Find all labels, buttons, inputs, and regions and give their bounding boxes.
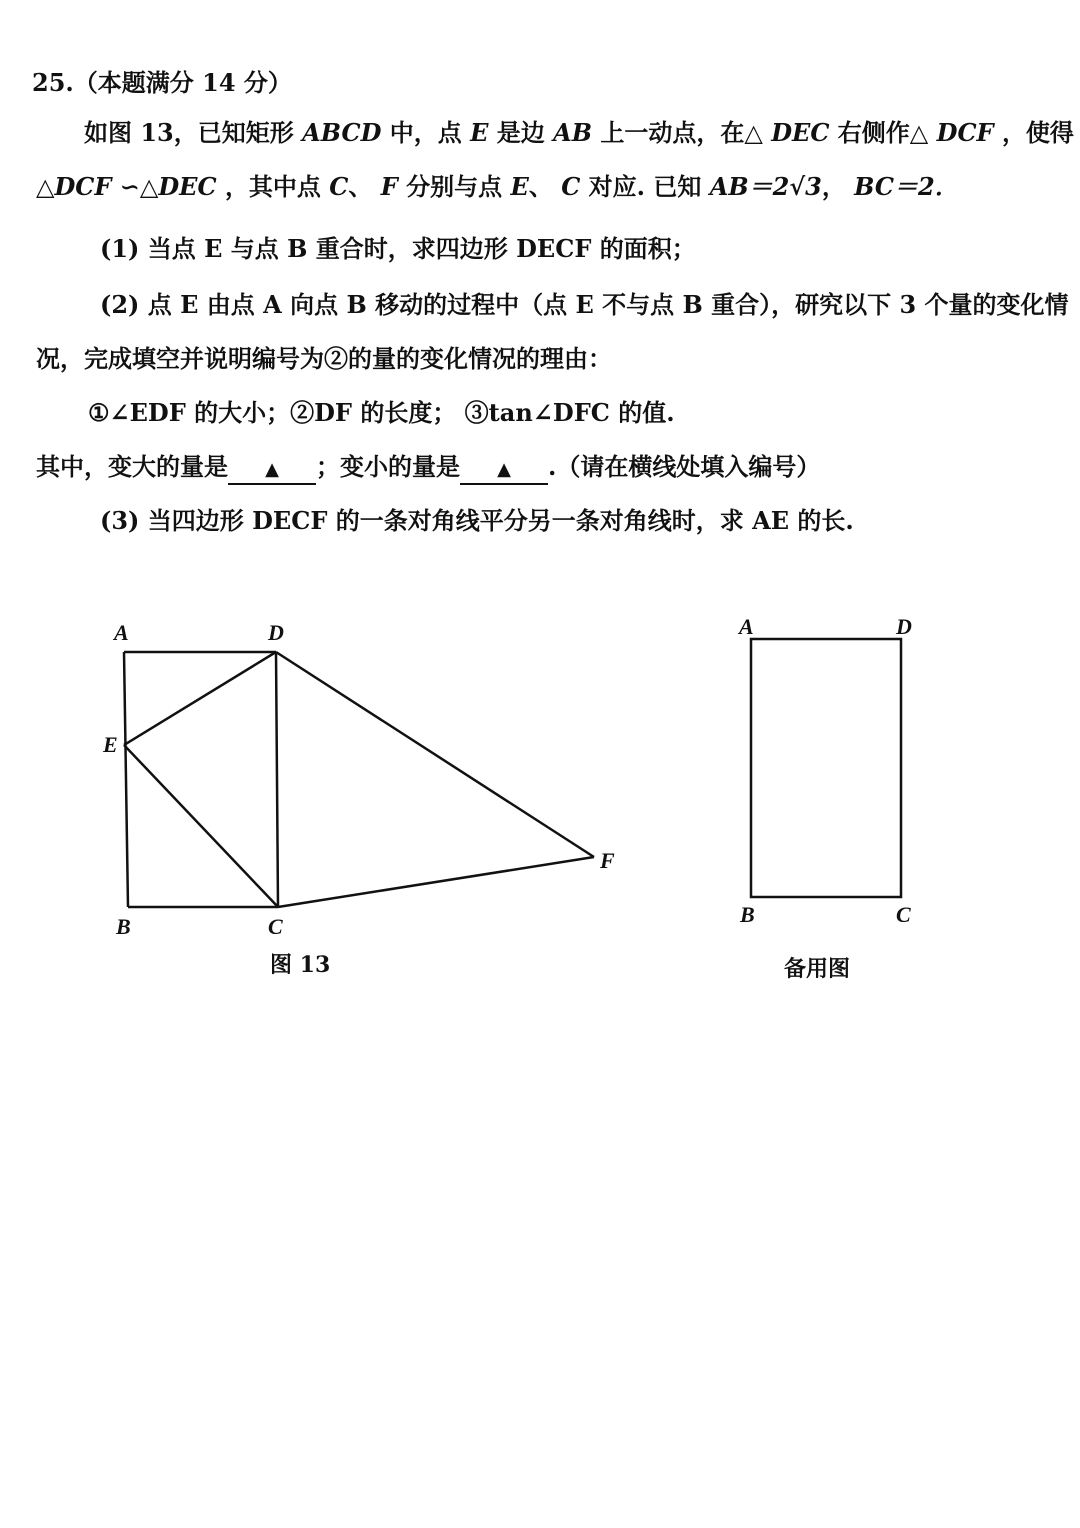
similar-symbol: ∽△ (119, 172, 159, 201)
rectangle-ABCD (751, 639, 901, 897)
math-seg: AB (553, 118, 593, 147)
text: ；变小的量是 (316, 452, 460, 481)
text: ，其中点 (224, 172, 321, 201)
intro-line-2: △DCF ∽△DEC ，其中点 C、 F 分别与点 E、 C 对应. 已知 AB＝2√3， BC＝2． (36, 172, 959, 201)
figure-backup (751, 639, 901, 897)
segment-DC (276, 652, 278, 907)
figure-13-caption: 图 13 (270, 952, 331, 978)
text: 其中，变大的量是 (36, 452, 228, 481)
segment-EC (124, 745, 278, 907)
segment-CF (278, 857, 594, 907)
given-bc: BC＝2． (854, 172, 959, 201)
label-D1: D (268, 620, 284, 645)
question-3: (3) 当四边形 DECF 的一条对角线平分另一条对角线时，求 AE 的长. (100, 506, 854, 535)
math-rect: ABCD (302, 118, 382, 147)
segment-AB (124, 652, 128, 907)
question-2-line-1: (2) 点 E 由点 A 向点 B 移动的过程中（点 E 不与点 B 重合），研究以下 3 个量的变化情 (100, 290, 1069, 319)
math-point: E (470, 118, 489, 147)
blank-mark: ▲ (497, 459, 511, 480)
text: 中，点 (389, 118, 462, 147)
problem-number: 25. (32, 68, 74, 97)
question-2-items: ①∠EDF 的大小；②DF 的长度； ③tan∠DFC 的值. (88, 398, 675, 427)
math-tri: DCF (54, 172, 112, 201)
question-1: (1) 当点 E 与点 B 重合时，求四边形 DECF 的面积； (100, 234, 696, 263)
text: 、 (348, 172, 373, 201)
text: 上一动点，在△ (600, 118, 763, 147)
text: 右侧作△ (837, 118, 929, 147)
label-A1: A (114, 620, 129, 645)
segment-DF (276, 652, 594, 857)
label-D2: D (896, 614, 912, 639)
label-A2: A (739, 614, 754, 639)
math-point: C (329, 172, 349, 201)
text: 、 (528, 172, 553, 201)
given-ab: AB＝2√3 (709, 172, 822, 201)
segment-ED (124, 652, 276, 745)
figure-backup-caption: 备用图 (784, 956, 851, 982)
figure-13 (124, 652, 594, 907)
text: 对应. 已知 (588, 172, 702, 201)
blank-mark: ▲ (265, 459, 279, 480)
label-C1: C (268, 914, 283, 939)
math-point: C (561, 172, 581, 201)
math-point: E (510, 172, 529, 201)
text: ，使得 (1001, 118, 1074, 147)
math-point: F (380, 172, 398, 201)
math-tri: DEC (158, 172, 217, 201)
question-2-line-2: 况，完成填空并说明编号为②的量的变化情况的理由： (36, 344, 612, 373)
label-F1: F (600, 848, 615, 873)
text: 分别与点 (406, 172, 503, 201)
text: 如图 13，已知矩形 (84, 118, 294, 147)
text: .（请在横线处填入编号） (548, 452, 821, 481)
label-C2: C (896, 902, 911, 927)
text: 是边 (496, 118, 545, 147)
label-E1: E (103, 732, 118, 757)
label-B1: B (116, 914, 131, 939)
problem-score: （本题满分 14 分） (73, 68, 292, 97)
math-tri: DEC (771, 118, 830, 147)
label-B2: B (740, 902, 755, 927)
math-tri: DCF (936, 118, 994, 147)
